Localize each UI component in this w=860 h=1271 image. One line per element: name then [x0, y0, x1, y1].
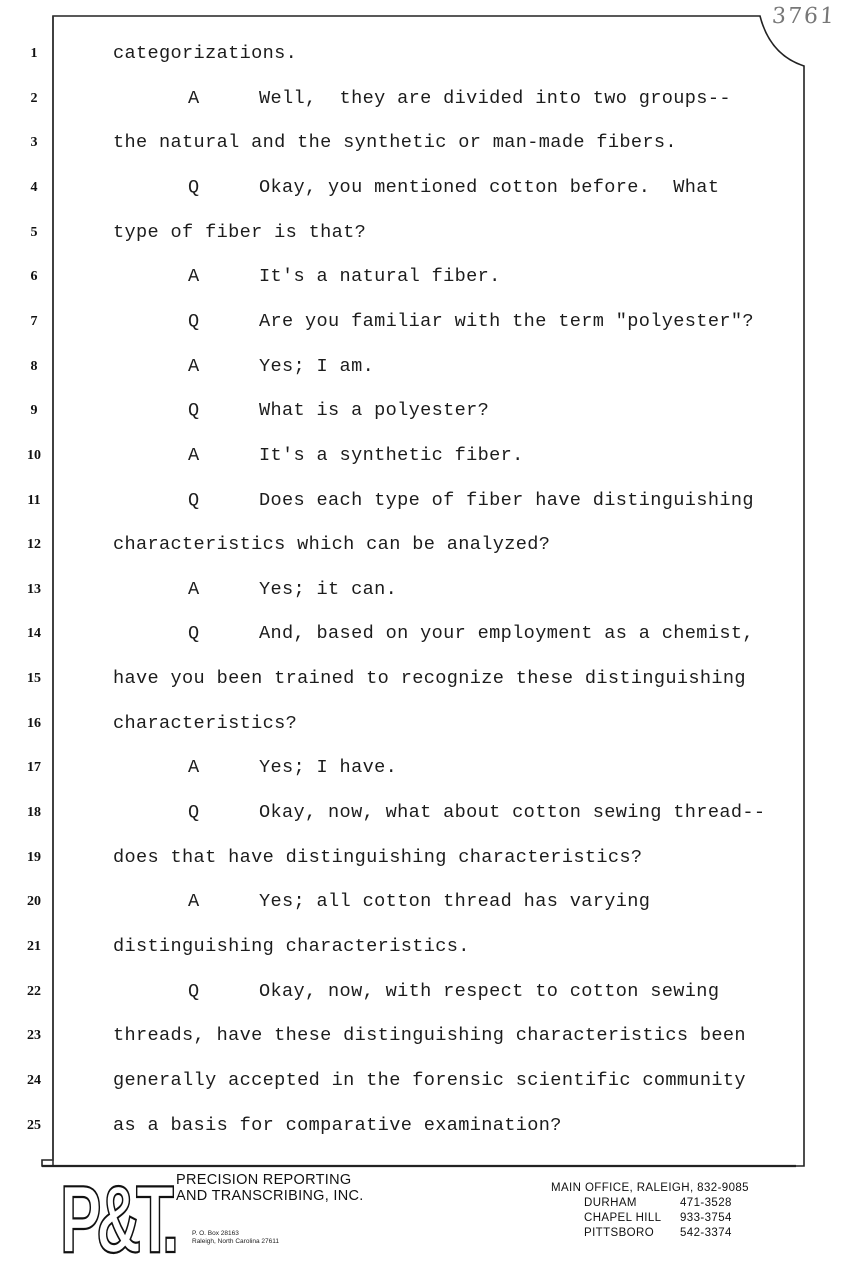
speaker-label: A — [188, 87, 200, 109]
speaker-label: Q — [188, 489, 200, 511]
transcript-line — [113, 847, 642, 868]
speaker-label: Q — [188, 623, 200, 645]
speaker-label: A — [188, 266, 200, 288]
office-phone: 542-3374 — [680, 1227, 732, 1239]
transcript-line — [113, 936, 470, 957]
transcript-line — [113, 445, 524, 466]
transcript-line — [113, 400, 489, 421]
transcript-line — [113, 1115, 562, 1136]
line-text: It's a synthetic fiber. — [259, 444, 524, 466]
company-name — [176, 1172, 364, 1204]
line-number: 24 — [27, 1072, 41, 1088]
line-number: 12 — [27, 537, 41, 553]
line-number: 13 — [27, 581, 41, 597]
line-text: have you been trained to recognize these distinguishing — [113, 668, 746, 690]
office-row — [551, 1211, 749, 1226]
transcript-line — [113, 579, 397, 600]
line-text: the natural and the synthetic or man-made fibers. — [113, 132, 677, 154]
line-text: distinguishing characteristics. — [113, 936, 470, 957]
office-name: DURHAM — [584, 1197, 637, 1209]
line-text: Yes; I am. — [259, 355, 375, 377]
office-row — [551, 1196, 749, 1211]
line-text: as a basis for comparative examination? — [113, 1114, 562, 1136]
company-address — [192, 1230, 279, 1246]
company-logo-icon — [58, 1168, 176, 1258]
line-text: generally accepted in the forensic scientific community — [113, 1069, 746, 1091]
office-directory — [551, 1182, 749, 1241]
line-number: 18 — [27, 805, 41, 821]
speaker-label: A — [188, 578, 200, 600]
address-line1: P. O. Box 28163 — [192, 1230, 239, 1237]
line-number: 17 — [27, 760, 41, 776]
speaker-label: Q — [188, 176, 200, 198]
line-number: 21 — [27, 939, 41, 954]
line-number: 23 — [27, 1028, 41, 1044]
line-number: 10 — [27, 447, 41, 463]
line-number: 2 — [30, 90, 38, 106]
speaker-label: Q — [188, 980, 200, 1002]
line-text: Okay, you mentioned cotton before. What — [259, 176, 720, 198]
line-number: 25 — [27, 1117, 41, 1133]
line-number: 15 — [27, 671, 41, 687]
line-text: categorizations. — [113, 43, 298, 64]
speaker-label: A — [188, 891, 200, 913]
line-number: 3 — [30, 135, 38, 151]
transcript-line — [113, 222, 366, 243]
line-text: characteristics which can be analyzed? — [113, 534, 551, 556]
speaker-label: A — [188, 444, 200, 466]
transcript-line — [113, 981, 719, 1002]
office-name: PITTSBORO — [584, 1227, 655, 1239]
line-number: 16 — [27, 715, 41, 731]
line-text: And, based on your employment as a chemist, — [259, 623, 754, 645]
line-number: 8 — [30, 358, 38, 374]
line-number: 19 — [27, 849, 41, 865]
line-text: characteristics? — [113, 712, 298, 734]
address-line2: Raleigh, North Carolina 27611 — [192, 1238, 279, 1245]
page-number: 3761 — [771, 4, 837, 29]
transcript-line — [113, 43, 297, 64]
line-number: 14 — [27, 626, 41, 642]
logo-text: P&T. — [60, 1168, 176, 1258]
line-text: Yes; all cotton thread has varying — [259, 891, 651, 913]
company-name-line1: PRECISION REPORTING — [176, 1172, 352, 1188]
transcript-line — [113, 266, 501, 287]
transcript-line — [113, 356, 374, 377]
line-number: 11 — [27, 492, 41, 508]
transcript-line — [113, 802, 765, 823]
line-number: 20 — [27, 894, 41, 910]
line-text: Does each type of fiber have distinguishing — [259, 489, 754, 511]
speaker-label: Q — [188, 400, 200, 422]
line-text: Yes; I have. — [259, 757, 398, 779]
transcript-line — [113, 757, 397, 778]
line-text: Well, they are divided into two groups-- — [259, 87, 731, 109]
speaker-label: A — [188, 355, 200, 377]
line-number: 4 — [30, 179, 38, 195]
speaker-label: A — [188, 757, 200, 779]
line-number: 22 — [27, 983, 41, 999]
speaker-label: Q — [188, 310, 200, 332]
company-name-line2: AND TRANSCRIBING, INC. — [176, 1188, 364, 1204]
office-phone: 933-3754 — [680, 1212, 732, 1224]
line-text: What is a polyester? — [259, 400, 490, 422]
line-text: does that have distinguishing characteristics? — [113, 846, 643, 868]
transcript-line — [113, 311, 754, 332]
speaker-label: Q — [188, 802, 200, 824]
line-number: 5 — [30, 224, 38, 240]
transcript-line — [113, 132, 677, 153]
line-number: 6 — [30, 269, 38, 285]
line-text: It's a natural fiber. — [259, 266, 501, 288]
line-number: 9 — [30, 403, 38, 419]
transcript-line — [113, 713, 297, 734]
transcript-line — [113, 668, 746, 689]
transcript-line — [113, 891, 650, 912]
transcript-line — [113, 534, 550, 555]
office-phone: 471-3528 — [680, 1197, 732, 1209]
line-text: threads, have these distinguishing characteristics been — [113, 1025, 746, 1047]
main-office: MAIN OFFICE, RALEIGH, 832-9085 — [551, 1182, 749, 1194]
line-text: Are you familiar with the term "polyester"? — [259, 310, 754, 332]
office-name: CHAPEL HILL — [584, 1212, 662, 1224]
line-text: Okay, now, with respect to cotton sewing — [259, 980, 720, 1002]
line-text: type of fiber is that? — [113, 221, 367, 243]
transcript-line — [113, 1025, 746, 1046]
transcript-line — [113, 177, 719, 198]
line-text: Okay, now, what about cotton sewing thread-- — [259, 802, 766, 824]
line-number: 1 — [30, 46, 38, 61]
office-row — [551, 1226, 749, 1241]
transcript-line — [113, 88, 731, 109]
transcript-line — [113, 490, 754, 511]
transcript-line — [113, 623, 754, 644]
line-number: 7 — [30, 313, 38, 329]
line-text: Yes; it can. — [259, 578, 398, 600]
transcript-line — [113, 1070, 746, 1091]
